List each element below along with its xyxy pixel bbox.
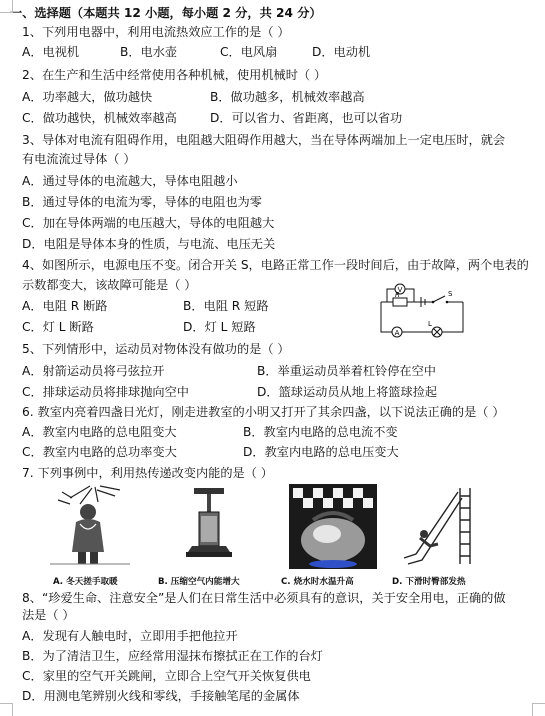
q7-stem: 7. 下列事例中，利用热传递改变内能的是（ ） bbox=[22, 466, 273, 480]
q2-option-c: C．做功越快，机械效率越高 bbox=[22, 111, 177, 125]
resistor-label: R bbox=[395, 291, 400, 299]
lamp-label: L bbox=[428, 320, 432, 328]
q4-option-d: D．灯 L 短路 bbox=[183, 320, 256, 334]
q7-caption-c: C. 烧水时水温升高 bbox=[281, 577, 354, 587]
q8-option-c: C．家里的空气开关跳闸，立即合上空气开关恢复供电 bbox=[22, 669, 311, 683]
q8-option-d: D．用测电笔辨别火线和零线，手接触笔尾的金属体 bbox=[22, 689, 300, 703]
q6-option-b: B．教室内电路的总电流不变 bbox=[243, 425, 398, 439]
q2-option-a: A．功率越大，做功越快 bbox=[22, 90, 153, 104]
q8-stem-line1: 8、“珍爱生命、注意安全”是人们在日常生活中必须具有的意识，关于安全用电，正确的做 bbox=[22, 591, 506, 605]
picture-rubbing-hands bbox=[40, 484, 140, 569]
switch-symbol bbox=[433, 296, 445, 302]
q1-option-a: A．电视机 bbox=[22, 45, 80, 59]
q7-caption-b: B. 压缩空气内能增大 bbox=[158, 577, 240, 587]
q5-option-b: B．举重运动员举着杠铃停在空中 bbox=[257, 364, 436, 378]
q6-stem: 6. 教室内亮着四盏日光灯，刚走进教室的小明又打开了其余四盏，以下说法正确的是（ ） bbox=[22, 405, 505, 419]
q1-stem: 1、下列用电器中，利用电流热效应工作的是（ ） bbox=[22, 25, 290, 39]
picture-boiling-water bbox=[289, 484, 377, 569]
q1-option-d: D．电动机 bbox=[312, 45, 371, 59]
q6-option-a: A．教室内电路的总电阻变大 bbox=[22, 425, 177, 439]
picture-slide bbox=[400, 484, 486, 568]
q3-option-d: D．电阻是导体本身的性质，与电流、电压无关 bbox=[22, 237, 276, 251]
section-title: 一、选择题（本题共 12 小题，每小题 2 分，共 24 分） bbox=[10, 6, 322, 20]
q2-option-b: B．做功越多，机械效率越高 bbox=[210, 90, 365, 104]
q5-stem: 5、下列情形中，运动员对物体没有做功的是（ ） bbox=[22, 342, 290, 356]
q6-option-c: C．教室内电路的总功率变大 bbox=[22, 445, 177, 459]
q2-option-d: D．可以省力、省距离，也可以省功 bbox=[210, 111, 403, 125]
ammeter-label: A bbox=[394, 329, 400, 337]
q1-option-c: C．电风扇 bbox=[220, 45, 278, 59]
q8-option-a: A．发现有人触电时，立即用手把他拉开 bbox=[22, 629, 238, 643]
q4-option-a: A．电阻 R 断路 bbox=[22, 299, 108, 313]
q1-option-b: B．电水壶 bbox=[120, 45, 178, 59]
q5-option-d: D．篮球运动员从地上将篮球捡起 bbox=[257, 385, 438, 399]
q3-option-b: B．通过导体的电流为零，导体的电阻也为零 bbox=[22, 195, 262, 209]
q4-option-b: B．电阻 R 短路 bbox=[183, 299, 269, 313]
q2-stem: 2、在生产和生活中经常使用各种机械，使用机械时（ ） bbox=[22, 68, 327, 82]
q3-stem-line2: 有电流流过导体（ ） bbox=[22, 152, 136, 166]
corner-mark-bottom-left bbox=[0, 703, 13, 716]
corner-mark-top-left bbox=[0, 0, 13, 13]
circuit-diagram bbox=[377, 282, 467, 340]
q7-caption-a: A. 冬天搓手取暖 bbox=[53, 577, 118, 587]
q3-option-a: A．通过导体的电流越大，导体电阻越小 bbox=[22, 174, 238, 188]
q3-option-c: C．加在导体两端的电压越大，导体的电阻越大 bbox=[22, 216, 275, 230]
q5-option-a: A．射箭运动员将弓弦拉开 bbox=[22, 364, 165, 378]
q5-option-c: C．排球运动员将排球抛向空中 bbox=[22, 385, 189, 399]
q3-stem-line1: 3、导体对电流有阻碍作用，电阻越大阻碍作用越大，当在导体两端加上一定电压时，就会 bbox=[22, 133, 506, 147]
q6-option-d: D．教室内电路的总电压变大 bbox=[243, 445, 399, 459]
q8-option-b: B．为了清洁卫生，应经常用湿抹布擦拭正在工作的台灯 bbox=[22, 649, 323, 663]
picture-air-compression bbox=[184, 486, 234, 566]
corner-mark-bottom-right bbox=[532, 703, 545, 716]
q8-stem-line2: 法是（ ） bbox=[22, 608, 75, 622]
q4-option-c: C．灯 L 断路 bbox=[22, 320, 94, 334]
voltmeter-label: V bbox=[397, 286, 403, 294]
resistor-symbol bbox=[393, 298, 407, 306]
switch-label: S bbox=[448, 290, 453, 298]
q4-stem-line2: 示数都变大，该故障可能是（ ） bbox=[22, 278, 197, 292]
q7-caption-d: D. 下滑时臀部发热 bbox=[392, 577, 466, 587]
q4-stem-line1: 4、如图所示，电源电压不变。闭合开关 S，电路正常工作一段时间后，由于故障，两个电表的 bbox=[22, 258, 529, 272]
